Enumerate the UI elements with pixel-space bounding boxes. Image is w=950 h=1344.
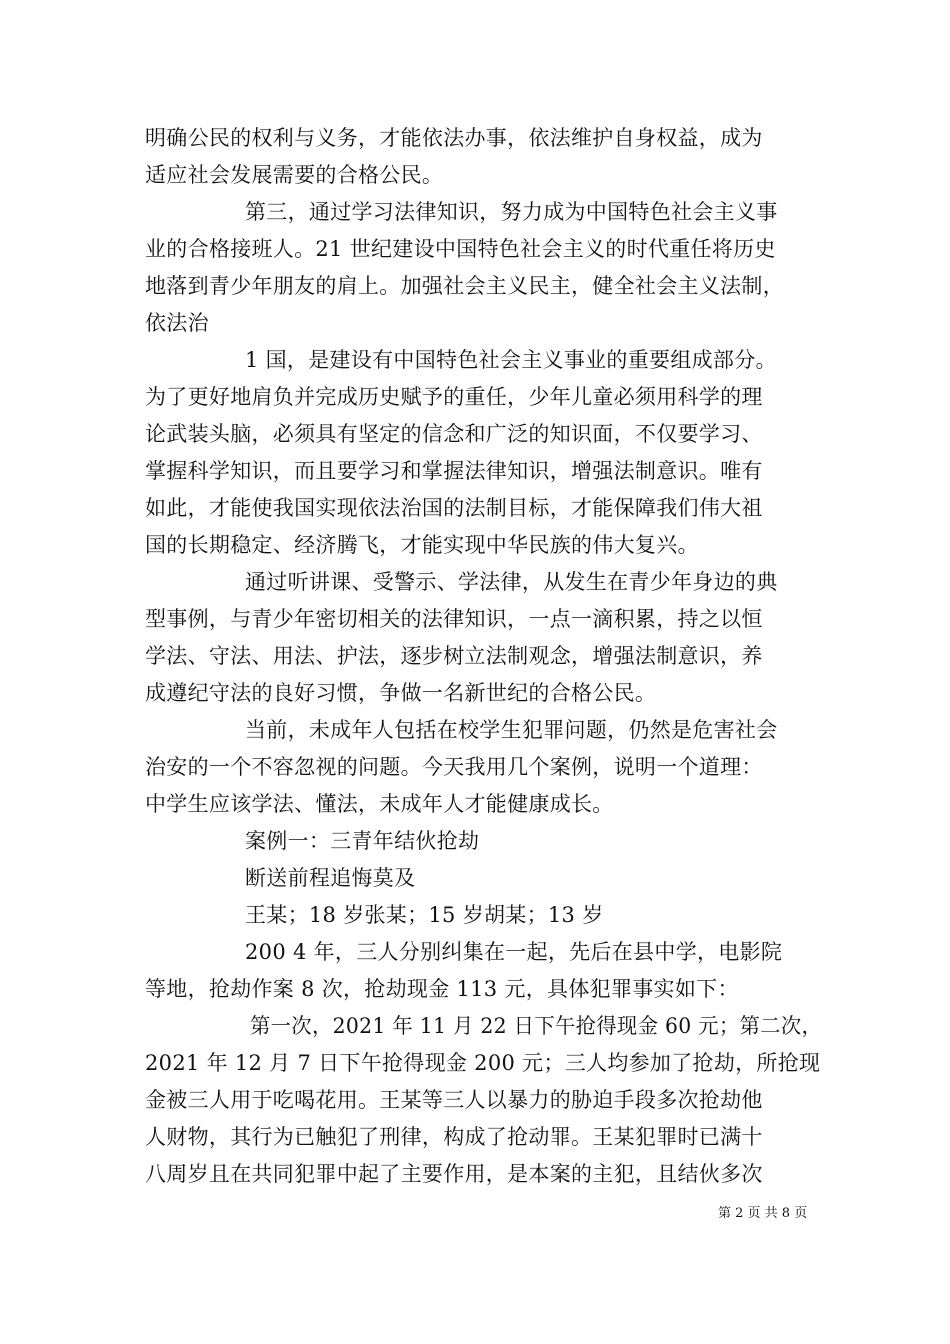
text-line: 2021 年 12 月 7 日下午抢得现金 200 元；三人均参加了抢劫，所抢现: [145, 1051, 821, 1075]
text-line: 金被三人用于吃喝花用。王某等三人以暴力的胁迫手段多次抢劫他: [145, 1088, 763, 1112]
text-line: 国的长期稳定、经济腾飞，才能实现中华民族的伟大复兴。: [145, 533, 699, 557]
text-line: 1 国，是建设有中国特色社会主义事业的重要组成部分。: [245, 348, 777, 372]
text-line: 通过听讲课、受警示、学法律，从发生在青少年身边的典: [245, 570, 778, 594]
page-number-footer: 第 2 页 共 8 页: [718, 1206, 808, 1221]
text-line: 依法治: [145, 311, 209, 335]
text-line: 业的合格接班人。21 世纪建设中国特色社会主义的时代重任将历史: [145, 237, 776, 261]
text-line: 为了更好地肩负并完成历史赋予的重任，少年儿童必须用科学的理: [145, 385, 763, 409]
text-line: 第三，通过学习法律知识，努力成为中国特色社会主义事: [245, 200, 778, 224]
text-line: 型事例，与青少年密切相关的法律知识，一点一滴积累，持之以恒: [145, 607, 763, 631]
text-line: 适应社会发展需要的合格公民。: [145, 163, 444, 187]
text-line: 案例一：三青年结伙抢劫: [245, 829, 480, 853]
text-line: 学法、守法、用法、护法，逐步树立法制观念，增强法制意识，养: [145, 644, 763, 668]
text-line: 当前，未成年人包括在校学生犯罪问题，仍然是危害社会: [245, 718, 778, 742]
text-line: 地落到青少年朋友的肩上。加强社会主义民主，健全社会主义法制，: [145, 274, 784, 298]
text-line: 等地，抢劫作案 8 次，抢劫现金 113 元，具体犯罪事实如下：: [145, 977, 739, 1001]
text-line: 明确公民的权利与义务，才能依法办事，依法维护自身权益，成为: [145, 126, 763, 150]
text-line: 200 4 年，三人分别纠集在一起，先后在县中学，电影院: [245, 940, 783, 964]
text-line: 人财物，其行为已触犯了刑律，构成了抢动罪。王某犯罪时已满十: [145, 1125, 763, 1149]
text-line: 第一次，2021 年 11 月 22 日下午抢得现金 60 元；第二次，: [250, 1014, 823, 1038]
text-line: 成遵纪守法的良好习惯，争做一名新世纪的合格公民。: [145, 681, 657, 705]
text-line: 八周岁且在共同犯罪中起了主要作用，是本案的主犯，且结伙多次: [145, 1162, 763, 1186]
text-line: 掌握科学知识，而且要学习和掌握法律知识，增强法制意识。唯有: [145, 459, 763, 483]
text-line: 论武装头脑，必须具有坚定的信念和广泛的知识面，不仅要学习、: [145, 422, 763, 446]
text-line: 王某；18 岁张某；15 岁胡某；13 岁: [245, 903, 604, 927]
text-line: 断送前程追悔莫及: [245, 866, 416, 890]
text-line: 中学生应该学法、懂法，未成年人才能健康成长。: [145, 792, 614, 816]
text-line: 治安的一个不容忽视的问题。今天我用几个案例，说明一个道理：: [145, 755, 763, 779]
text-line: 如此，才能使我国实现依法治国的法制目标，才能保障我们伟大祖: [145, 496, 763, 520]
